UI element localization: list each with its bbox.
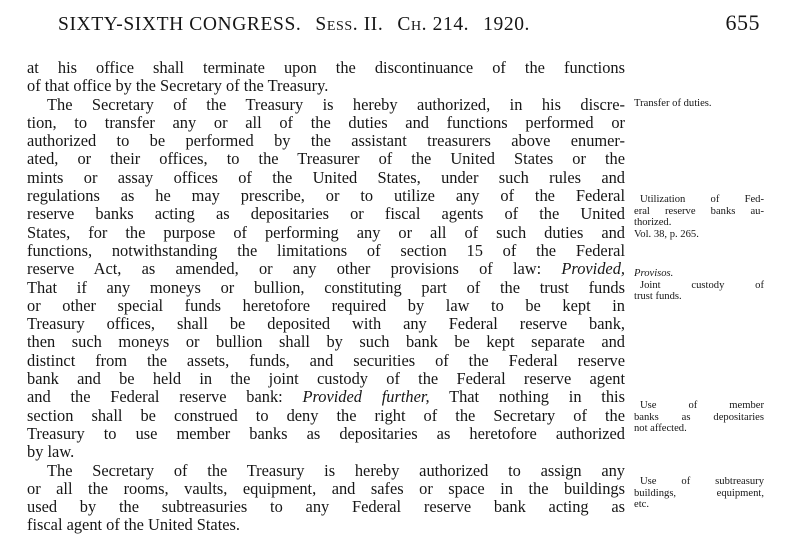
text-line: mints or assay offices of the United States, under such rules and xyxy=(27,167,625,187)
margin-note-line: Transfer of duties. xyxy=(634,98,712,109)
text-line: authorized to be performed by the assistant treasurers above enumer- xyxy=(27,131,625,151)
margin-note-line: Use of subtreasury xyxy=(640,476,764,487)
margin-note-line: Joint custody of xyxy=(640,279,764,291)
text-line: distinct from the assets, funds, and securities of the Federal reserve xyxy=(27,350,625,370)
margin-note-line: Use of member xyxy=(640,400,764,411)
page-number: 655 xyxy=(725,10,760,35)
margin-note-line: thorized. xyxy=(634,217,672,229)
text-fragment: and the Federal reserve bank: xyxy=(27,387,283,407)
text-line: Treasury offices, shall be deposited with any Federal reserve bank, xyxy=(27,314,625,334)
text-line: fiscal agent of the United States. xyxy=(27,515,241,535)
provisos-heading: Provisos. xyxy=(634,268,674,279)
text-line: of that office by the Secretary of the Treasury. xyxy=(27,76,329,96)
text-line: then such moneys or bullion shall by such bank be kept separate and xyxy=(27,332,625,352)
text-line: That if any moneys or bullion, constituting part of the trust funds xyxy=(27,277,625,297)
statute-text xyxy=(27,59,625,535)
margin-note-transfer xyxy=(634,98,764,110)
header-year: 1920. xyxy=(483,14,531,35)
margin-note-member-banks xyxy=(634,400,764,435)
text-line: tion, to transfer any or all of the duties and functions performed or xyxy=(27,112,625,132)
margin-note-line: Utilization of Fed- xyxy=(640,194,764,205)
running-header xyxy=(58,10,760,44)
text-line: or all the rooms, vaults, equipment, and safes or space in the buildings xyxy=(27,478,625,498)
text-line: or other special funds heretofore required by law to be kept in xyxy=(27,295,625,315)
text-line: functions, notwithstanding the limitations of section 15 of the Federal xyxy=(27,240,625,260)
proviso-word: Provided further, xyxy=(302,387,430,407)
margin-note-buildings xyxy=(634,476,764,511)
margin-note-line: etc. xyxy=(634,499,649,511)
text-line: used by the subtreasuries to any Federal reserve bank acting as xyxy=(27,497,625,517)
text-line: The Secretary of the Treasury is hereby authorized, in his discre- xyxy=(47,94,625,114)
text-line xyxy=(27,388,625,406)
header-congress: SIXTY-SIXTH CONGRESS. xyxy=(58,14,302,35)
margin-note-line: eral reserve banks au- xyxy=(634,205,764,217)
text-line: section shall be construed to deny the right of the Secretary of the xyxy=(27,405,625,425)
margin-note-line: not affected. xyxy=(634,423,687,435)
text-line: Treasury to use member banks as depositaries as heretofore authorized xyxy=(27,423,625,443)
margin-note-provisos xyxy=(634,268,764,303)
text-line: bank and be held in the joint custody of the Federal reserve agent xyxy=(27,369,625,389)
header-chapter: Ch. 214. xyxy=(397,14,470,35)
text-line: ated, or their offices, to the Treasurer of the United States or the xyxy=(27,149,625,169)
header-session: Sess. II. xyxy=(315,14,384,35)
text-line: by law. xyxy=(27,442,75,462)
proviso-word: Provided, xyxy=(561,259,625,279)
text-fragment: reserve Act, as amended, or any other provisions of law: xyxy=(27,259,542,279)
header-citation xyxy=(58,14,530,36)
margin-note-line: Vol. 38, p. 265. xyxy=(634,228,699,240)
text-line: States, for the purpose of performing any or all of such duties and xyxy=(27,222,625,242)
margin-note-line: trust funds. xyxy=(634,291,682,303)
text-line: regulations as he may prescribe, or to utilize any of the Federal xyxy=(27,186,625,206)
text-fragment: That nothing in this xyxy=(449,387,625,407)
margin-note-line xyxy=(634,268,764,280)
text-line xyxy=(27,260,625,278)
margin-note-line: banks as depositaries xyxy=(634,411,764,423)
margin-note-line: buildings, equipment, xyxy=(634,487,764,499)
text-line: reserve banks acting as depositaries or fiscal agents of the United xyxy=(27,204,625,224)
text-line: at his office shall terminate upon the discontinuance of the functions xyxy=(27,58,625,77)
text-line: The Secretary of the Treasury is hereby authorized to assign any xyxy=(47,460,625,480)
margin-note-utilization xyxy=(634,194,764,240)
